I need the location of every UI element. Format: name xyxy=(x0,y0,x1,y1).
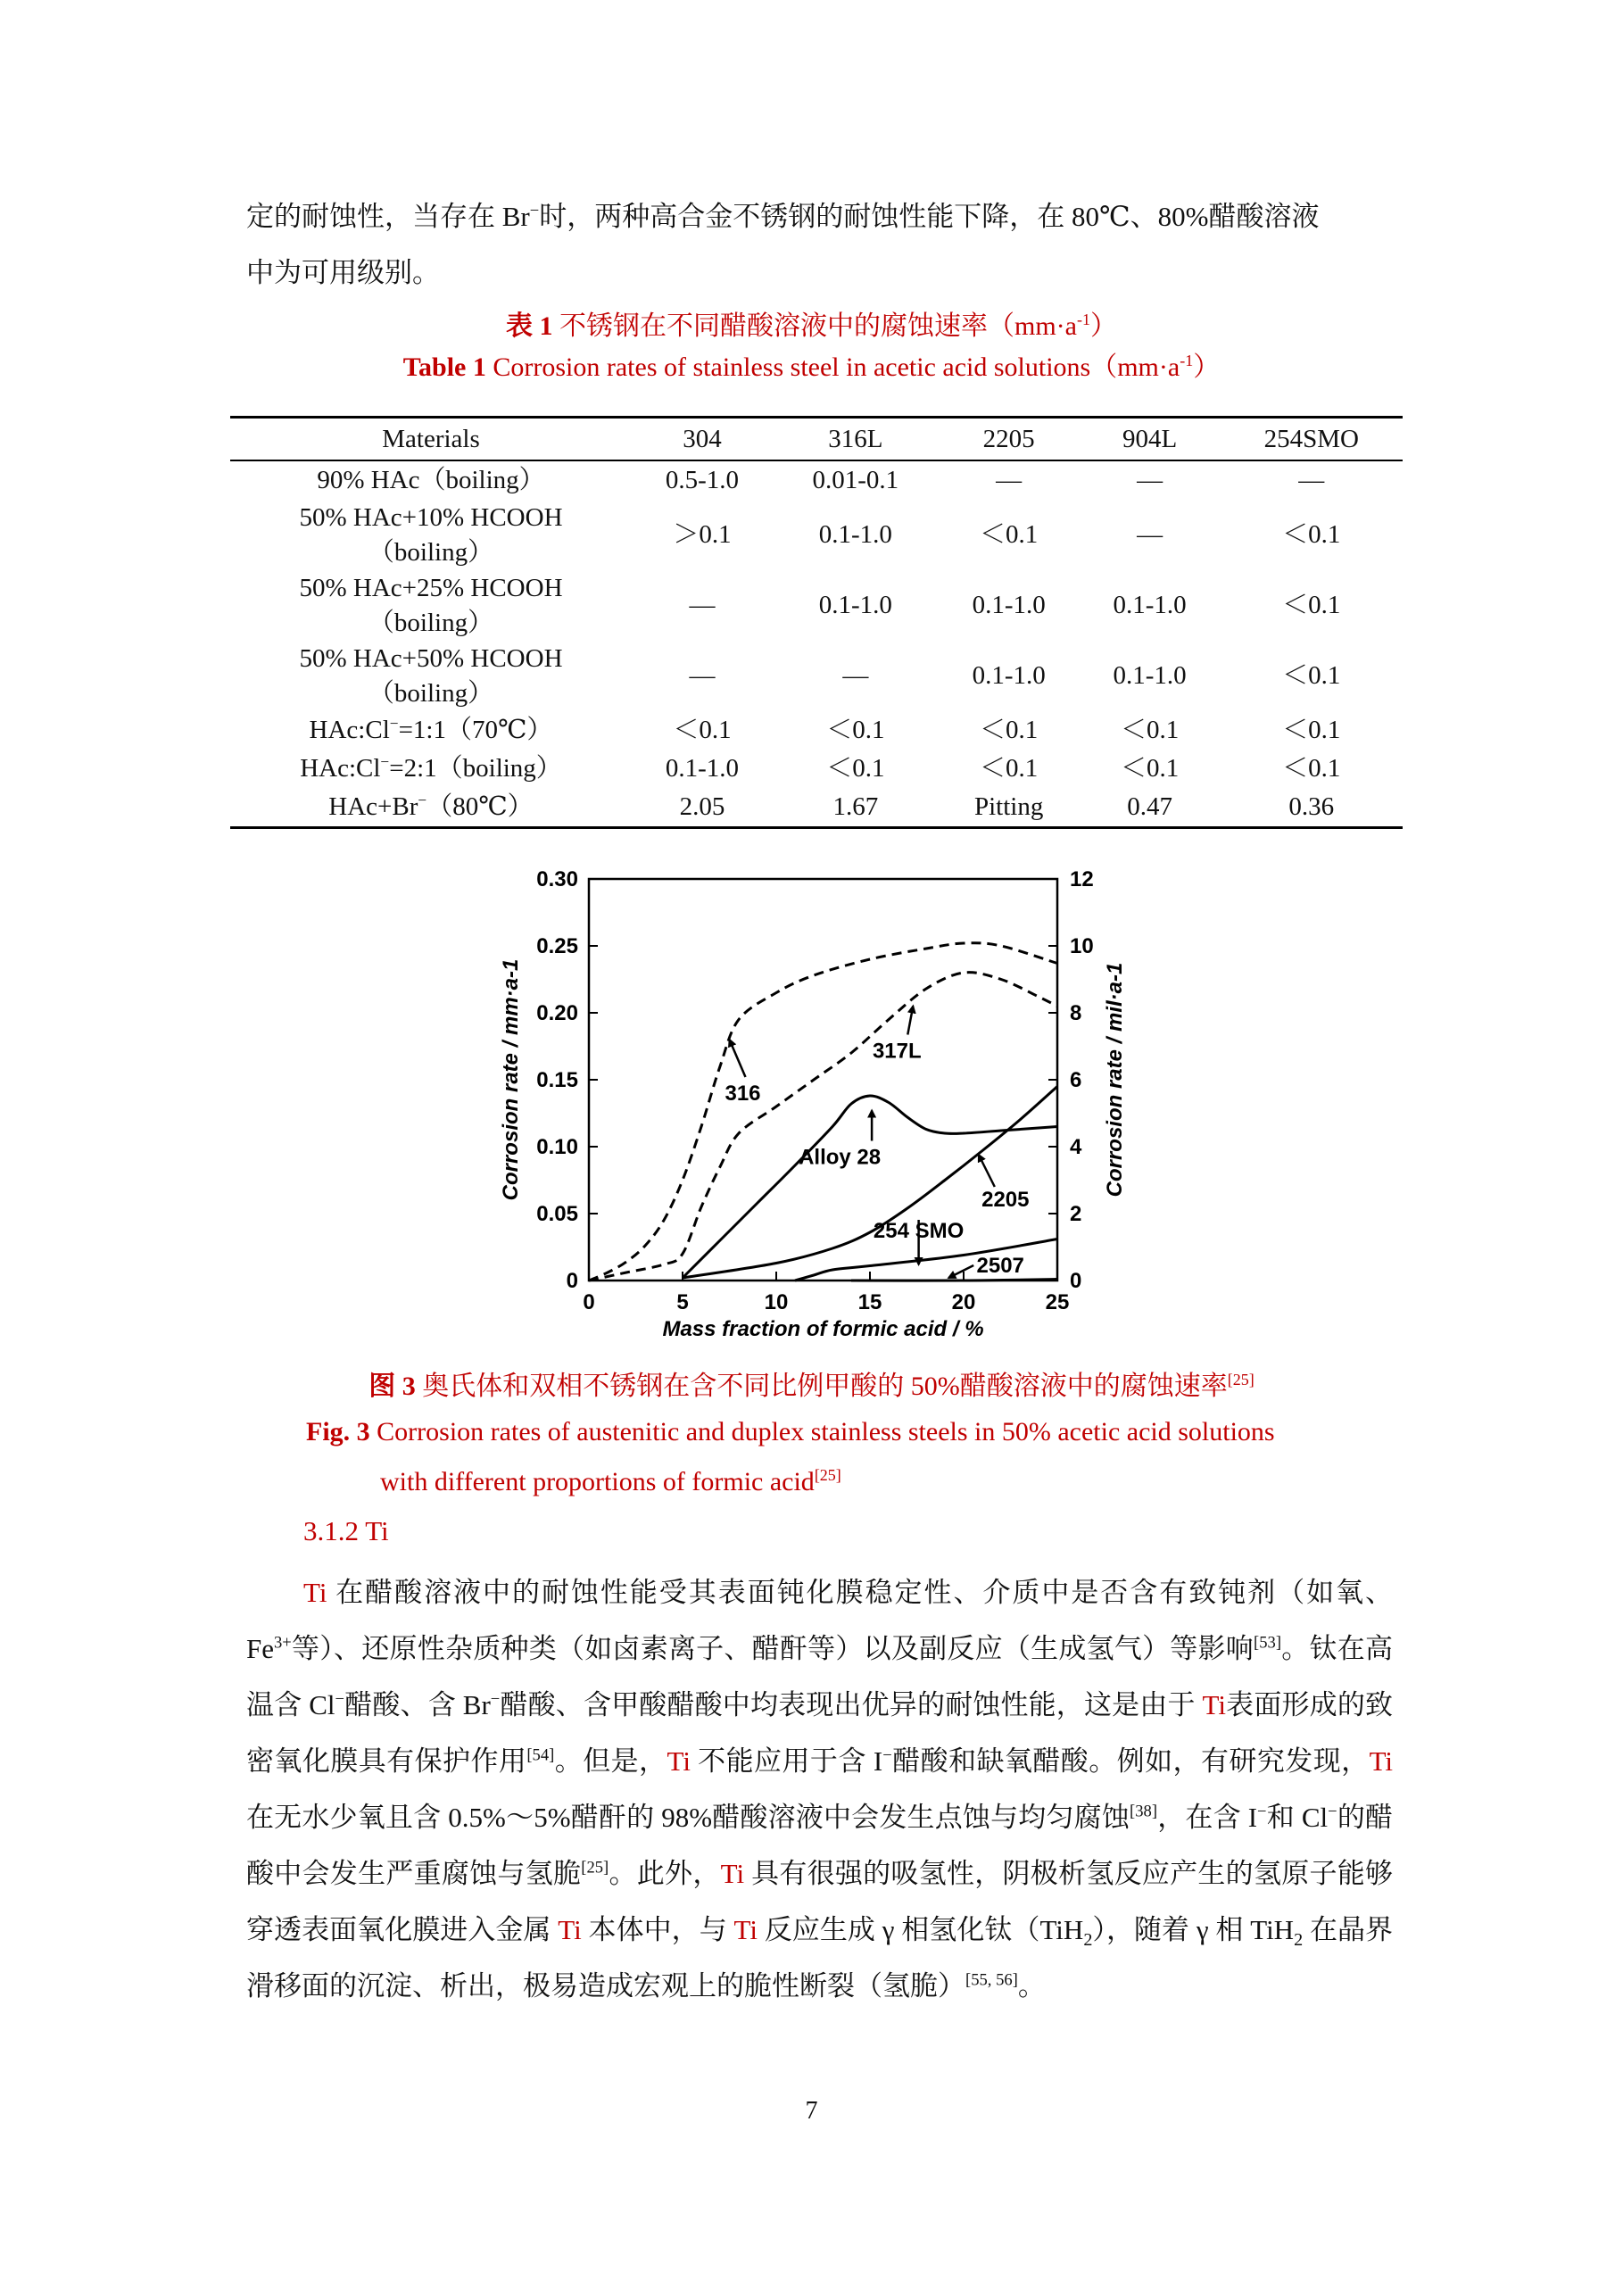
y-tick-label: 0 xyxy=(566,1269,578,1293)
table-cell: — xyxy=(689,661,716,690)
table-cell: — xyxy=(1298,466,1325,494)
table-cell: ＜0.1 xyxy=(1282,591,1341,619)
y-right-tick-label: 8 xyxy=(1070,1001,1082,1025)
y-tick-label: 0.15 xyxy=(536,1068,578,1092)
table-cell: ＜0.1 xyxy=(826,716,885,744)
body-paragraph: Ti 在醋酸溶液中的耐蚀性能受其表面钝化膜稳定性、介质中是否含有致钝剂（如氧、$Fe^{3+}$等）、还原性杂质种类（如卤素离子、醋酐等）以及副反应（生成氢气）等影响[53]。钛在高温含 Cl−醋酸、含 Br−醋酸、含甲酸醋酸中均表现出优异的耐蚀性能，这是由于 Ti表面形成的致密氧化膜具有保护作用[54]。但是，Ti 不能应用于含 I−醋酸和缺氧醋酸。例如，有研究发现，Ti 在无水少氧且含 0.5%～5%醋酐的 98%醋酸溶液中会发生点蚀与均匀腐蚀[38]，在含 I−和 Cl−的醋酸中会发生严重腐蚀与氢脆[25]。此外，Ti 具有很强的吸氢性，阴极析氢反应产生的氢原子能够穿透表面氧化膜进入金属 Ti 本体中，与 Ti 反应生成 γ 相氢化钛（TiH$_2$），随着 γ 相 TiH$_2$ 在晶界滑移面的沉淀、析出，极易造成宏观上的脆性断裂（氢脆）[55, 56]。 xyxy=(246,1577,1394,2002)
figure3-caption-en-line2: with different proportions of formic acid[25] xyxy=(380,1466,841,1496)
table-cell: 1.67 xyxy=(773,788,939,828)
table-cell: — xyxy=(996,466,1023,494)
table-cell: ＜0.1 xyxy=(1282,520,1341,549)
page-number: 7 xyxy=(805,2097,818,2125)
table-cell: 0.1-1.0 xyxy=(972,591,1046,619)
x-tick-label: 5 xyxy=(676,1290,689,1314)
y-right-tick-label: 10 xyxy=(1070,934,1094,958)
table-cell: Pitting xyxy=(939,788,1080,828)
y-tick-label: 0.05 xyxy=(536,1202,578,1226)
y-tick-label: 0.25 xyxy=(536,934,578,958)
chart-labels-group xyxy=(725,1007,1029,1279)
series-label-2507: 2507 xyxy=(976,1254,1024,1278)
y-axis-label: Corrosion rate / mm·a-1 xyxy=(499,958,523,1201)
table-cell: 0.47 xyxy=(1080,788,1221,828)
chart-series-group xyxy=(589,943,1057,1281)
series-line-alloy-28 xyxy=(683,1096,1057,1278)
y-right-tick-label: 0 xyxy=(1070,1269,1082,1293)
table-cell: ＜0.1 xyxy=(980,716,1039,744)
table-cell-material: HAc:Cl−=2:1（boiling） xyxy=(300,752,562,783)
x-tick-label: 15 xyxy=(857,1290,882,1314)
table-cell: 0.1-1.0 xyxy=(1113,661,1187,690)
plot-frame xyxy=(589,879,1057,1281)
figure3-caption-cn: 图 3 奥氏体和双相不锈钢在含不同比例甲酸的 50%醋酸溶液中的腐蚀速率[25] xyxy=(368,1371,1255,1401)
table-row xyxy=(230,711,1403,750)
label-arrow-2205 xyxy=(979,1155,995,1187)
table-cell: 0.5-1.0 xyxy=(665,466,740,494)
table-header-cell: 904L xyxy=(1080,418,1221,461)
table-header-cell: 2205 xyxy=(939,418,1080,461)
y-right-tick-label: 12 xyxy=(1070,867,1094,891)
intro-paragraph: 定的耐蚀性，当存在 Br−时，两种高合金不锈钢的耐蚀性能下降，在 80℃、80%醋酸溶液 中为可用级别。 xyxy=(246,201,1320,288)
table-cell: ＜0.1 xyxy=(1120,716,1180,744)
table-cell: ＜0.1 xyxy=(1282,716,1341,744)
label-arrow-317l xyxy=(907,1007,913,1035)
table-cell: ＜0.1 xyxy=(1282,754,1341,783)
table-cell: ＜0.1 xyxy=(980,754,1039,783)
table-cell: ＜0.1 xyxy=(673,716,732,744)
series-label-254-smo: 254 SMO xyxy=(873,1219,965,1243)
table-cell-material: HAc:Cl−=1:1（70℃） xyxy=(309,714,553,744)
x-tick-label: 20 xyxy=(951,1290,976,1314)
table-header-cell: Materials xyxy=(230,418,632,461)
table-cell: ＞0.1 xyxy=(673,520,732,549)
series-label-2205: 2205 xyxy=(981,1188,1030,1212)
series-line-2507 xyxy=(851,1280,1057,1281)
series-label-alloy-28: Alloy 28 xyxy=(799,1145,882,1170)
table-cell: 0.1-1.0 xyxy=(818,520,892,549)
x-tick-label: 0 xyxy=(583,1290,595,1314)
table-cell-material: HAc+Br−（80℃） xyxy=(230,788,632,828)
x-tick-label: 25 xyxy=(1045,1290,1070,1314)
table-row xyxy=(230,750,1403,788)
y-right-tick-label: 6 xyxy=(1070,1068,1082,1092)
table-cell: — xyxy=(1137,466,1163,494)
chart-axes xyxy=(499,867,1127,1341)
y-right-tick-label: 4 xyxy=(1070,1135,1082,1159)
series-line-316 xyxy=(589,943,1057,1281)
label-arrow-316 xyxy=(730,1040,746,1077)
series-label-317l: 317L xyxy=(872,1039,922,1064)
table-row xyxy=(230,460,1403,500)
table-row xyxy=(230,641,1403,711)
table-row xyxy=(230,788,1403,828)
table-cell: ＜0.1 xyxy=(1282,661,1341,690)
table-cell: 2.05 xyxy=(632,788,773,828)
table-row xyxy=(230,500,1403,570)
table-cell: 0.1-1.0 xyxy=(1113,591,1187,619)
table-cell-material: 50% HAc+50% HCOOH （boiling） xyxy=(299,643,563,708)
table1-caption-en: Table 1 Corrosion rates of stainless steel in acetic acid $solutions(mm\cdot a^{-1})$ xyxy=(402,352,1221,382)
section-heading: 3.1.2 Ti xyxy=(303,1515,389,1546)
series-label-316: 316 xyxy=(725,1082,761,1106)
table-header-cell: 254SMO xyxy=(1221,418,1403,461)
x-axis-label: Mass fraction of formic acid / % xyxy=(662,1317,984,1341)
table-cell: 0.01-0.1 xyxy=(812,466,899,494)
table-cell-material: 90% HAc（boiling） xyxy=(317,466,545,494)
table-cell: 0.1-1.0 xyxy=(818,591,892,619)
y-right-axis-label: Corrosion rate / mil·a-1 xyxy=(1103,962,1127,1198)
table-cell: 0.1-1.0 xyxy=(665,754,740,783)
series-line-317l xyxy=(589,973,1057,1281)
table-cell: — xyxy=(842,661,869,690)
y-tick-label: 0.30 xyxy=(536,867,578,891)
table-cell: — xyxy=(689,591,716,619)
figure3-chart xyxy=(482,857,1142,1356)
table-cell: ＜0.1 xyxy=(980,520,1039,549)
table-cell: 0.36 xyxy=(1221,788,1403,828)
label-arrow-2507 xyxy=(948,1265,973,1278)
table-header-cell: 304 xyxy=(632,418,773,461)
table-cell-material: 50% HAc+10% HCOOH （boiling） xyxy=(299,502,563,567)
table-cell: ＜0.1 xyxy=(1120,754,1180,783)
figure3-caption-en: Fig. 3 Corrosion rates of austenitic and duplex stainless steels in 50% acetic acid solutions xyxy=(306,1417,1275,1446)
table-cell: — xyxy=(1137,520,1163,549)
table-cell: ＜0.1 xyxy=(826,754,885,783)
y-tick-label: 0.20 xyxy=(536,1001,578,1025)
table1-caption-cn: 表 1 不锈钢在不同醋酸溶液中的腐蚀速率$(mm\cdot a^{-1})$ xyxy=(506,311,1117,341)
table-cell-material: 50% HAc+25% HCOOH （boiling） xyxy=(299,573,563,637)
table-row xyxy=(230,570,1403,641)
y-right-tick-label: 2 xyxy=(1070,1202,1082,1226)
table-header-cell: 316L xyxy=(773,418,939,461)
table-header-row xyxy=(230,418,1403,461)
y-tick-label: 0.10 xyxy=(536,1135,578,1159)
table-cell: 0.1-1.0 xyxy=(972,661,1046,690)
x-tick-label: 10 xyxy=(764,1290,789,1314)
corrosion-rate-table xyxy=(230,416,1403,829)
